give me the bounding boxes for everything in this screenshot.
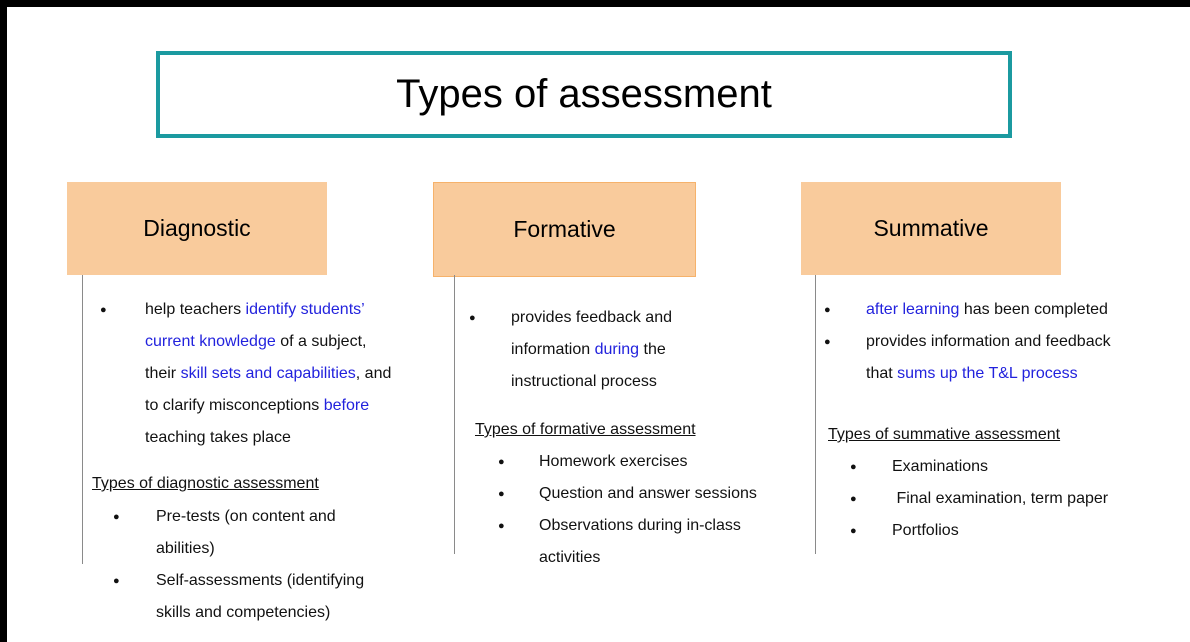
formative-header: Formative <box>433 182 696 277</box>
list-item: Self-assessments (identifying <box>156 572 365 589</box>
summative-divider <box>815 275 816 554</box>
bullet-icon: ● <box>100 304 107 316</box>
summative-desc-line: provides information and feedback <box>866 333 1111 350</box>
diagnostic-desc-line: teaching takes place <box>145 429 291 446</box>
bullet-icon: ● <box>498 456 505 468</box>
summative-desc-line: that sums up the T&L process <box>866 365 1078 382</box>
title-box <box>156 51 1012 138</box>
diagnostic-desc-line: their skill sets and capabilities, and <box>145 365 392 382</box>
bullet-icon: ● <box>824 304 831 316</box>
formative-types-heading: Types of formative assessment <box>475 421 696 438</box>
bullet-icon: ● <box>469 312 476 324</box>
list-item: activities <box>539 549 601 566</box>
formative-desc-line: information during the <box>511 341 666 358</box>
bullet-icon: ● <box>850 461 857 473</box>
formative-desc-line: instructional process <box>511 373 657 390</box>
list-item: Homework exercises <box>539 453 688 470</box>
bullet-icon: ● <box>850 493 857 505</box>
summative-desc-line: after learning has been completed <box>866 301 1108 318</box>
diagnostic-desc-line: to clarify misconceptions before <box>145 397 370 414</box>
list-item: Examinations <box>892 458 989 475</box>
list-item: Observations during in-class <box>539 517 741 534</box>
bullet-icon: ● <box>113 575 120 587</box>
bullet-icon: ● <box>824 336 831 348</box>
list-item: abilities) <box>156 540 215 557</box>
diagnostic-desc-line: help teachers identify students’ <box>145 301 365 318</box>
bullet-icon: ● <box>498 520 505 532</box>
diagnostic-types-heading: Types of diagnostic assessment <box>92 475 319 492</box>
list-item: Portfolios <box>892 522 959 539</box>
summative-header: Summative <box>801 182 1061 275</box>
slide <box>7 7 1190 642</box>
list-item: skills and competencies) <box>156 604 331 621</box>
list-item: Pre-tests (on content and <box>156 508 336 525</box>
formative-divider <box>454 275 455 554</box>
list-item: Final examination, term paper <box>892 490 1109 507</box>
formative-desc-line: provides feedback and <box>511 309 672 326</box>
summative-types-heading: Types of summative assessment <box>828 426 1061 443</box>
bullet-icon: ● <box>113 511 120 523</box>
page-title: Types of assessment <box>396 72 772 116</box>
diagnostic-divider <box>82 275 83 564</box>
diagnostic-desc-line: current knowledge of a subject, <box>145 333 367 350</box>
diagnostic-header: Diagnostic <box>67 182 327 275</box>
list-item: Question and answer sessions <box>539 485 757 502</box>
bullet-icon: ● <box>498 488 505 500</box>
bullet-icon: ● <box>850 525 857 537</box>
